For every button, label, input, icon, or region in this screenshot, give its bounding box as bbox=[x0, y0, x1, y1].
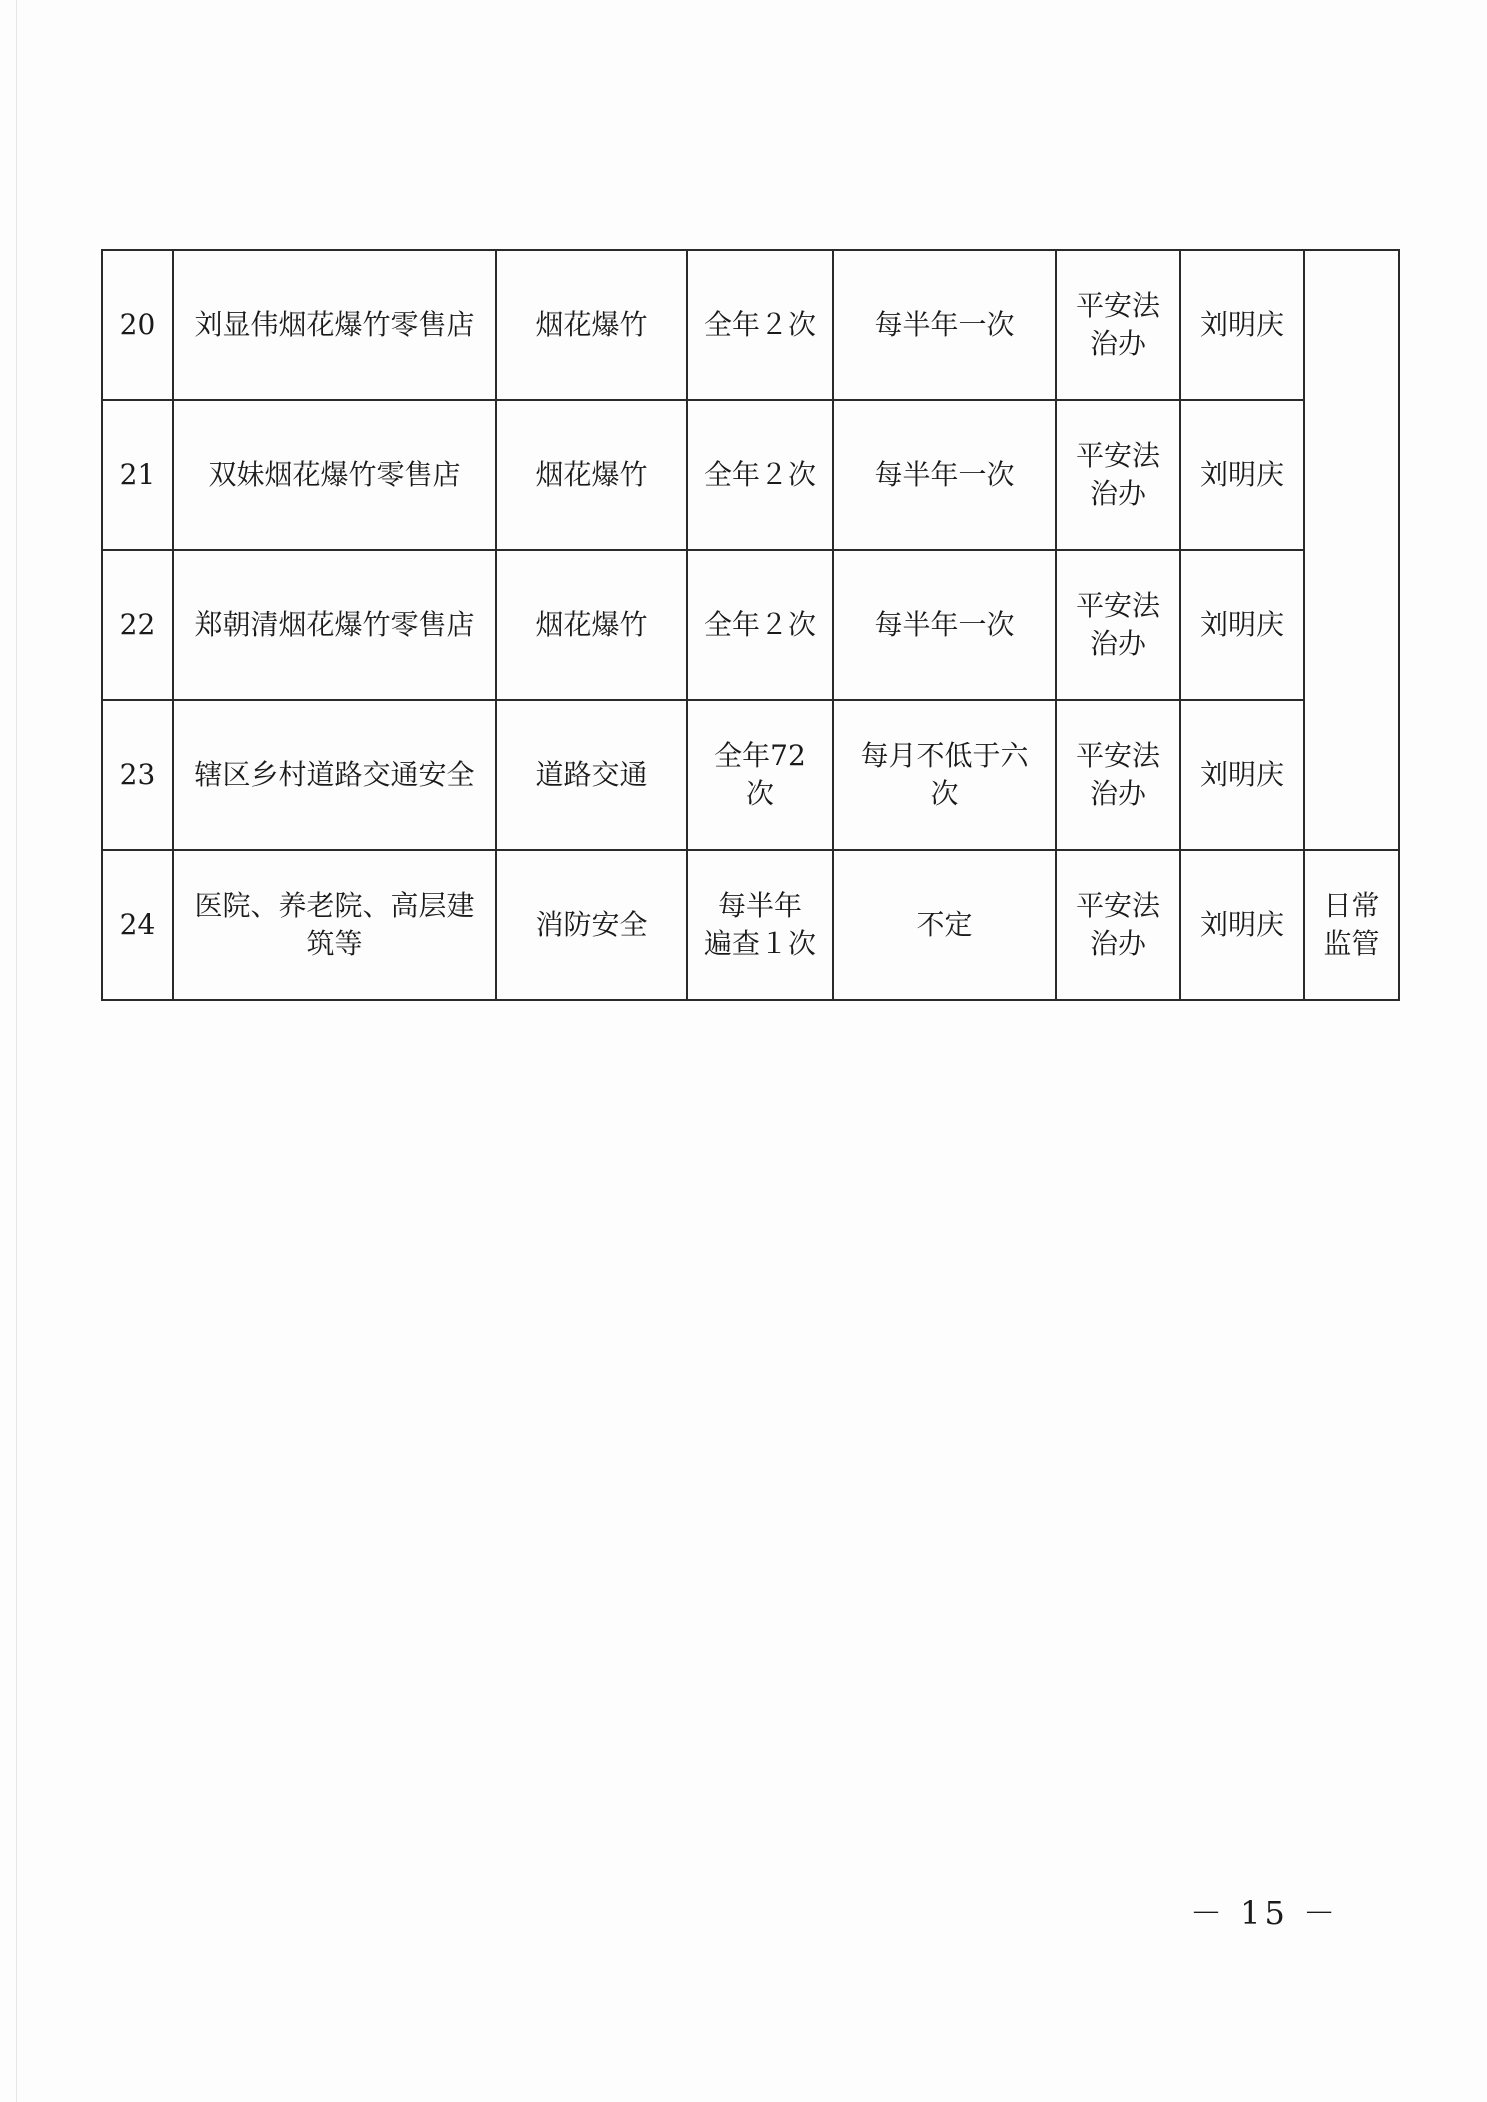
remarks-line-2: 监管 bbox=[1323, 927, 1380, 960]
inspection-frequency: 全年２次 bbox=[687, 250, 833, 400]
department-line-2: 治办 bbox=[1089, 627, 1146, 660]
department-line-2: 治办 bbox=[1089, 327, 1146, 360]
row-number: 22 bbox=[102, 550, 173, 700]
inspection-type: 烟花爆竹 bbox=[496, 550, 687, 700]
table-row bbox=[102, 700, 1399, 850]
inspection-type: 烟花爆竹 bbox=[496, 400, 687, 550]
responsible-person: 刘明庆 bbox=[1180, 550, 1304, 700]
remarks-cell-empty bbox=[1304, 250, 1399, 850]
page-edge-line bbox=[16, 0, 17, 2102]
responsible-person: 刘明庆 bbox=[1180, 400, 1304, 550]
inspection-cycle bbox=[833, 700, 1056, 850]
responsible-department bbox=[1056, 400, 1180, 550]
inspection-schedule-table bbox=[101, 249, 1400, 1001]
table-row bbox=[102, 850, 1399, 1000]
responsible-person: 刘明庆 bbox=[1180, 700, 1304, 850]
row-number: 24 bbox=[102, 850, 173, 1000]
department-line-1: 平安法 bbox=[1075, 589, 1160, 622]
target-line-2: 筑等 bbox=[306, 927, 363, 960]
responsible-department bbox=[1056, 550, 1180, 700]
inspection-target: 双妹烟花爆竹零售店 bbox=[173, 400, 496, 550]
inspection-type: 道路交通 bbox=[496, 700, 687, 850]
inspection-frequency: 全年２次 bbox=[687, 400, 833, 550]
responsible-person: 刘明庆 bbox=[1180, 850, 1304, 1000]
responsible-department bbox=[1056, 850, 1180, 1000]
cycle-line-2: 次 bbox=[930, 777, 959, 810]
page-number: － 15 － bbox=[1190, 1894, 1340, 1932]
inspection-cycle: 每半年一次 bbox=[833, 550, 1056, 700]
department-line-1: 平安法 bbox=[1075, 889, 1160, 922]
department-line-1: 平安法 bbox=[1075, 739, 1160, 772]
inspection-cycle: 每半年一次 bbox=[833, 400, 1056, 550]
inspection-frequency: 全年２次 bbox=[687, 550, 833, 700]
inspection-cycle: 每半年一次 bbox=[833, 250, 1056, 400]
inspection-frequency bbox=[687, 850, 833, 1000]
inspection-target: 辖区乡村道路交通安全 bbox=[173, 700, 496, 850]
department-line-2: 治办 bbox=[1089, 927, 1146, 960]
inspection-target: 郑朝清烟花爆竹零售店 bbox=[173, 550, 496, 700]
inspection-type: 消防安全 bbox=[496, 850, 687, 1000]
frequency-line-1: 全年72 bbox=[714, 739, 806, 772]
department-line-2: 治办 bbox=[1089, 477, 1146, 510]
responsible-person: 刘明庆 bbox=[1180, 250, 1304, 400]
cycle-line-1: 每月不低于六 bbox=[860, 739, 1029, 772]
remarks bbox=[1304, 850, 1399, 1000]
table-row bbox=[102, 250, 1399, 400]
table-row bbox=[102, 550, 1399, 700]
inspection-frequency bbox=[687, 700, 833, 850]
table-row bbox=[102, 400, 1399, 550]
inspection-type: 烟花爆竹 bbox=[496, 250, 687, 400]
frequency-line-1: 每半年 bbox=[717, 889, 802, 922]
department-line-1: 平安法 bbox=[1075, 289, 1160, 322]
remarks-line-1: 日常 bbox=[1323, 889, 1380, 922]
inspection-target bbox=[173, 850, 496, 1000]
responsible-department bbox=[1056, 250, 1180, 400]
frequency-line-2: 遍查１次 bbox=[703, 927, 816, 960]
row-number: 23 bbox=[102, 700, 173, 850]
inspection-target: 刘显伟烟花爆竹零售店 bbox=[173, 250, 496, 400]
row-number: 20 bbox=[102, 250, 173, 400]
target-line-1: 医院、养老院、高层建 bbox=[194, 889, 475, 922]
department-line-1: 平安法 bbox=[1075, 439, 1160, 472]
responsible-department bbox=[1056, 700, 1180, 850]
row-number: 21 bbox=[102, 400, 173, 550]
inspection-cycle: 不定 bbox=[833, 850, 1056, 1000]
frequency-line-2: 次 bbox=[745, 777, 774, 810]
department-line-2: 治办 bbox=[1089, 777, 1146, 810]
